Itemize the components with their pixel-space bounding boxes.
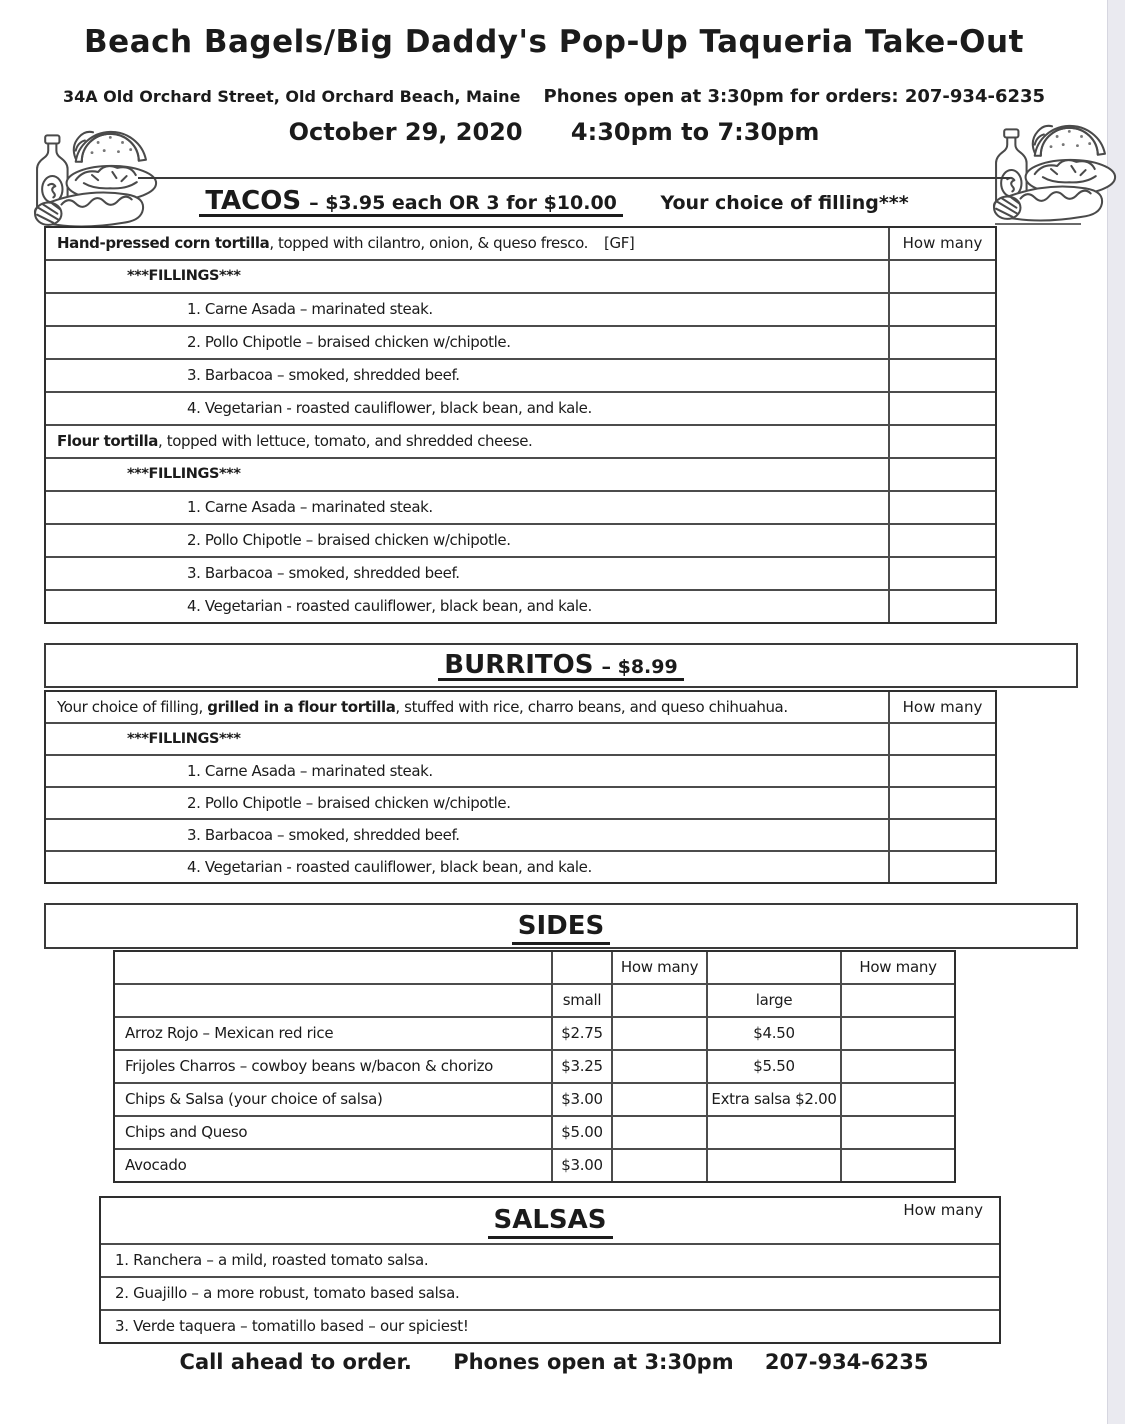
item-text: ***FILLINGS*** <box>127 268 241 284</box>
salsas-header-row <box>101 1198 999 1243</box>
tacos-title: TACOS <box>205 186 302 216</box>
sides-size-row <box>115 983 954 1016</box>
item-text: 1. Carne Asada – marinated steak. <box>187 300 433 318</box>
price-cell: $2.75 <box>551 1018 611 1049</box>
tacos-price: – $3.95 each OR 3 for $10.00 <box>309 192 617 214</box>
menu-row <box>46 391 995 424</box>
price-cell: Extra salsa $2.00 <box>706 1084 840 1115</box>
sides-title: SIDES <box>512 911 610 945</box>
item-cell: Arroz Rojo – Mexican red rice <box>125 1024 334 1042</box>
item-text: ***FILLINGS*** <box>127 731 241 747</box>
item-description <box>46 228 888 259</box>
menu-row <box>46 325 995 358</box>
blank-cell <box>611 1051 706 1082</box>
how-many-header: How many <box>888 228 995 259</box>
item-text: 3. Barbacoa – smoked, shredded beef. <box>187 826 460 844</box>
blank-cell <box>611 1018 706 1049</box>
item-text: , topped with cilantro, onion, & queso fresco. <box>269 234 589 252</box>
how-many-cell <box>888 788 995 818</box>
how-many-cell <box>888 393 995 424</box>
blank-cell <box>706 952 840 983</box>
blank-cell <box>840 1150 954 1181</box>
menu-row <box>46 457 995 490</box>
menu-row <box>46 259 995 292</box>
how-many-cell <box>888 558 995 589</box>
item-cell <box>115 985 551 1016</box>
how-many-cell <box>888 591 995 622</box>
item-description <box>46 426 888 457</box>
blank-cell <box>840 985 954 1016</box>
tacos-table <box>44 226 997 624</box>
how-many-header: How many <box>903 1201 983 1219</box>
item-cell: Avocado <box>125 1156 187 1174</box>
item-description <box>46 294 888 325</box>
blank-cell <box>840 1051 954 1082</box>
menu-row <box>46 424 995 457</box>
how-many-cell <box>888 294 995 325</box>
tacos-section-heading <box>0 186 1108 216</box>
price-cell: $5.00 <box>551 1117 611 1148</box>
tacos-subtitle: Your choice of filling*** <box>660 192 909 214</box>
menu-row <box>46 589 995 622</box>
price-cell: $5.50 <box>706 1051 840 1082</box>
menu-row <box>46 754 995 786</box>
item-description <box>46 852 888 882</box>
item-description <box>46 692 888 722</box>
price-cell: $4.50 <box>706 1018 840 1049</box>
date-line <box>0 118 1108 146</box>
item-cell: Frijoles Charros – cowboy beans w/bacon & chorizo <box>125 1057 494 1075</box>
footer-call: Call ahead to order. <box>179 1350 412 1374</box>
how-many-header: How many <box>888 692 995 722</box>
how-many-cell <box>888 492 995 523</box>
menu-row <box>46 818 995 850</box>
sides-row <box>115 1082 954 1115</box>
item-name: grilled in a flour tortilla <box>207 698 396 716</box>
item-text: ***FILLINGS*** <box>127 466 241 482</box>
item-text: 3. Barbacoa – smoked, shredded beef. <box>187 564 460 582</box>
burritos-section-heading <box>44 643 1078 688</box>
price-cell: $3.00 <box>551 1150 611 1181</box>
how-many-header: How many <box>840 952 954 983</box>
how-many-cell <box>888 327 995 358</box>
item-description <box>46 724 888 754</box>
item-description <box>46 492 888 523</box>
event-date: October 29, 2020 <box>288 118 523 146</box>
menu-row <box>46 722 995 754</box>
blank-cell <box>840 1117 954 1148</box>
footer-phone-hours: Phones open at 3:30pm <box>453 1350 734 1374</box>
sides-row <box>115 1016 954 1049</box>
how-many-cell <box>888 724 995 754</box>
price-cell: small <box>551 985 611 1016</box>
item-description <box>46 459 888 490</box>
event-hours: 4:30pm to 7:30pm <box>570 118 820 146</box>
blank-cell <box>840 1084 954 1115</box>
menu-row <box>46 523 995 556</box>
salsa-row: 3. Verde taquera – tomatillo based – our spiciest! <box>101 1309 999 1342</box>
price-cell: $3.00 <box>551 1084 611 1115</box>
menu-row <box>46 228 995 259</box>
how-many-cell <box>888 525 995 556</box>
sides-header-row <box>115 952 954 983</box>
how-many-cell <box>888 820 995 850</box>
footer-call-ahead <box>0 1350 1108 1374</box>
burritos-table <box>44 690 997 884</box>
menu-row <box>46 490 995 523</box>
item-text: 2. Pollo Chipotle – braised chicken w/chipotle. <box>187 794 511 812</box>
item-description <box>46 788 888 818</box>
item-description <box>46 327 888 358</box>
salsa-row: 2. Guajillo – a more robust, tomato based salsa. <box>101 1276 999 1309</box>
sides-row <box>115 1148 954 1181</box>
item-text: 1. Carne Asada – marinated steak. <box>187 498 433 516</box>
item-text: 4. Vegetarian - roasted cauliflower, black bean, and kale. <box>187 399 592 417</box>
sides-section-heading <box>44 903 1078 949</box>
how-many-cell <box>888 459 995 490</box>
salsas-title: SALSAS <box>488 1205 613 1239</box>
item-text: 2. Pollo Chipotle – braised chicken w/chipotle. <box>187 531 511 549</box>
how-many-cell <box>888 360 995 391</box>
item-description <box>46 525 888 556</box>
menu-row <box>46 850 995 882</box>
price-cell: $3.25 <box>551 1051 611 1082</box>
street-address: 34A Old Orchard Street, Old Orchard Beach, Maine <box>62 87 521 106</box>
item-text: 4. Vegetarian - roasted cauliflower, black bean, and kale. <box>187 858 592 876</box>
table-top-extension-line <box>995 223 1081 225</box>
taco-icon <box>74 132 146 162</box>
phone-hours: Phones open at 3:30pm for orders: 207-934-6235 <box>543 86 1046 107</box>
item-name: Flour tortilla <box>57 432 158 450</box>
burritos-price: – $8.99 <box>601 656 678 678</box>
page-title: Beach Bagels/Big Daddy's Pop-Up Taqueria Take-Out <box>84 24 1024 60</box>
blank-cell <box>611 985 706 1016</box>
burritos-title-underlined <box>438 650 683 681</box>
sides-row <box>115 1115 954 1148</box>
address-line <box>0 86 1108 107</box>
item-text: 1. Carne Asada – marinated steak. <box>187 762 433 780</box>
item-cell: Chips & Salsa (your choice of salsa) <box>125 1090 383 1108</box>
menu-row <box>46 692 995 722</box>
item-description <box>46 820 888 850</box>
item-description <box>46 393 888 424</box>
gf-tag: [GF] <box>604 234 635 252</box>
menu-row <box>46 292 995 325</box>
item-name: Hand-pressed corn tortilla <box>57 234 270 252</box>
menu-row <box>46 786 995 818</box>
item-text: 3. Barbacoa – smoked, shredded beef. <box>187 366 460 384</box>
how-many-cell <box>888 426 995 457</box>
taco-icon <box>1033 126 1105 156</box>
sides-row <box>115 1049 954 1082</box>
blank-cell <box>840 1018 954 1049</box>
blank-cell <box>706 1150 840 1181</box>
menu-row <box>46 358 995 391</box>
item-cell <box>115 952 551 983</box>
salsas-table <box>99 1196 1001 1344</box>
salsa-row: 1. Ranchera – a mild, roasted tomato salsa. <box>101 1243 999 1276</box>
blank-cell <box>611 1117 706 1148</box>
item-text: 2. Pollo Chipotle – braised chicken w/chipotle. <box>187 333 511 351</box>
item-text: , topped with lettuce, tomato, and shredded cheese. <box>157 432 533 450</box>
price-cell: large <box>706 985 840 1016</box>
item-description <box>46 261 888 292</box>
blank-cell <box>611 1150 706 1181</box>
header-divider-line <box>138 177 1010 179</box>
item-description <box>46 360 888 391</box>
footer-phone-number: 207-934-6235 <box>764 1350 929 1374</box>
how-many-cell <box>888 756 995 786</box>
how-many-cell <box>888 261 995 292</box>
how-many-cell <box>888 852 995 882</box>
item-text: Your choice of filling, <box>57 698 208 716</box>
blank-cell <box>551 952 611 983</box>
item-text: 4. Vegetarian - roasted cauliflower, black bean, and kale. <box>187 597 592 615</box>
item-description <box>46 756 888 786</box>
blank-cell <box>611 1084 706 1115</box>
item-cell: Chips and Queso <box>125 1123 248 1141</box>
sides-table <box>113 950 956 1183</box>
tacos-title-underlined <box>199 186 623 217</box>
burritos-title: BURRITOS <box>444 650 594 680</box>
item-description <box>46 558 888 589</box>
item-text: , stuffed with rice, charro beans, and queso chihuahua. <box>395 698 788 716</box>
blank-cell <box>706 1117 840 1148</box>
item-description <box>46 591 888 622</box>
menu-row <box>46 556 995 589</box>
how-many-header: How many <box>611 952 706 983</box>
